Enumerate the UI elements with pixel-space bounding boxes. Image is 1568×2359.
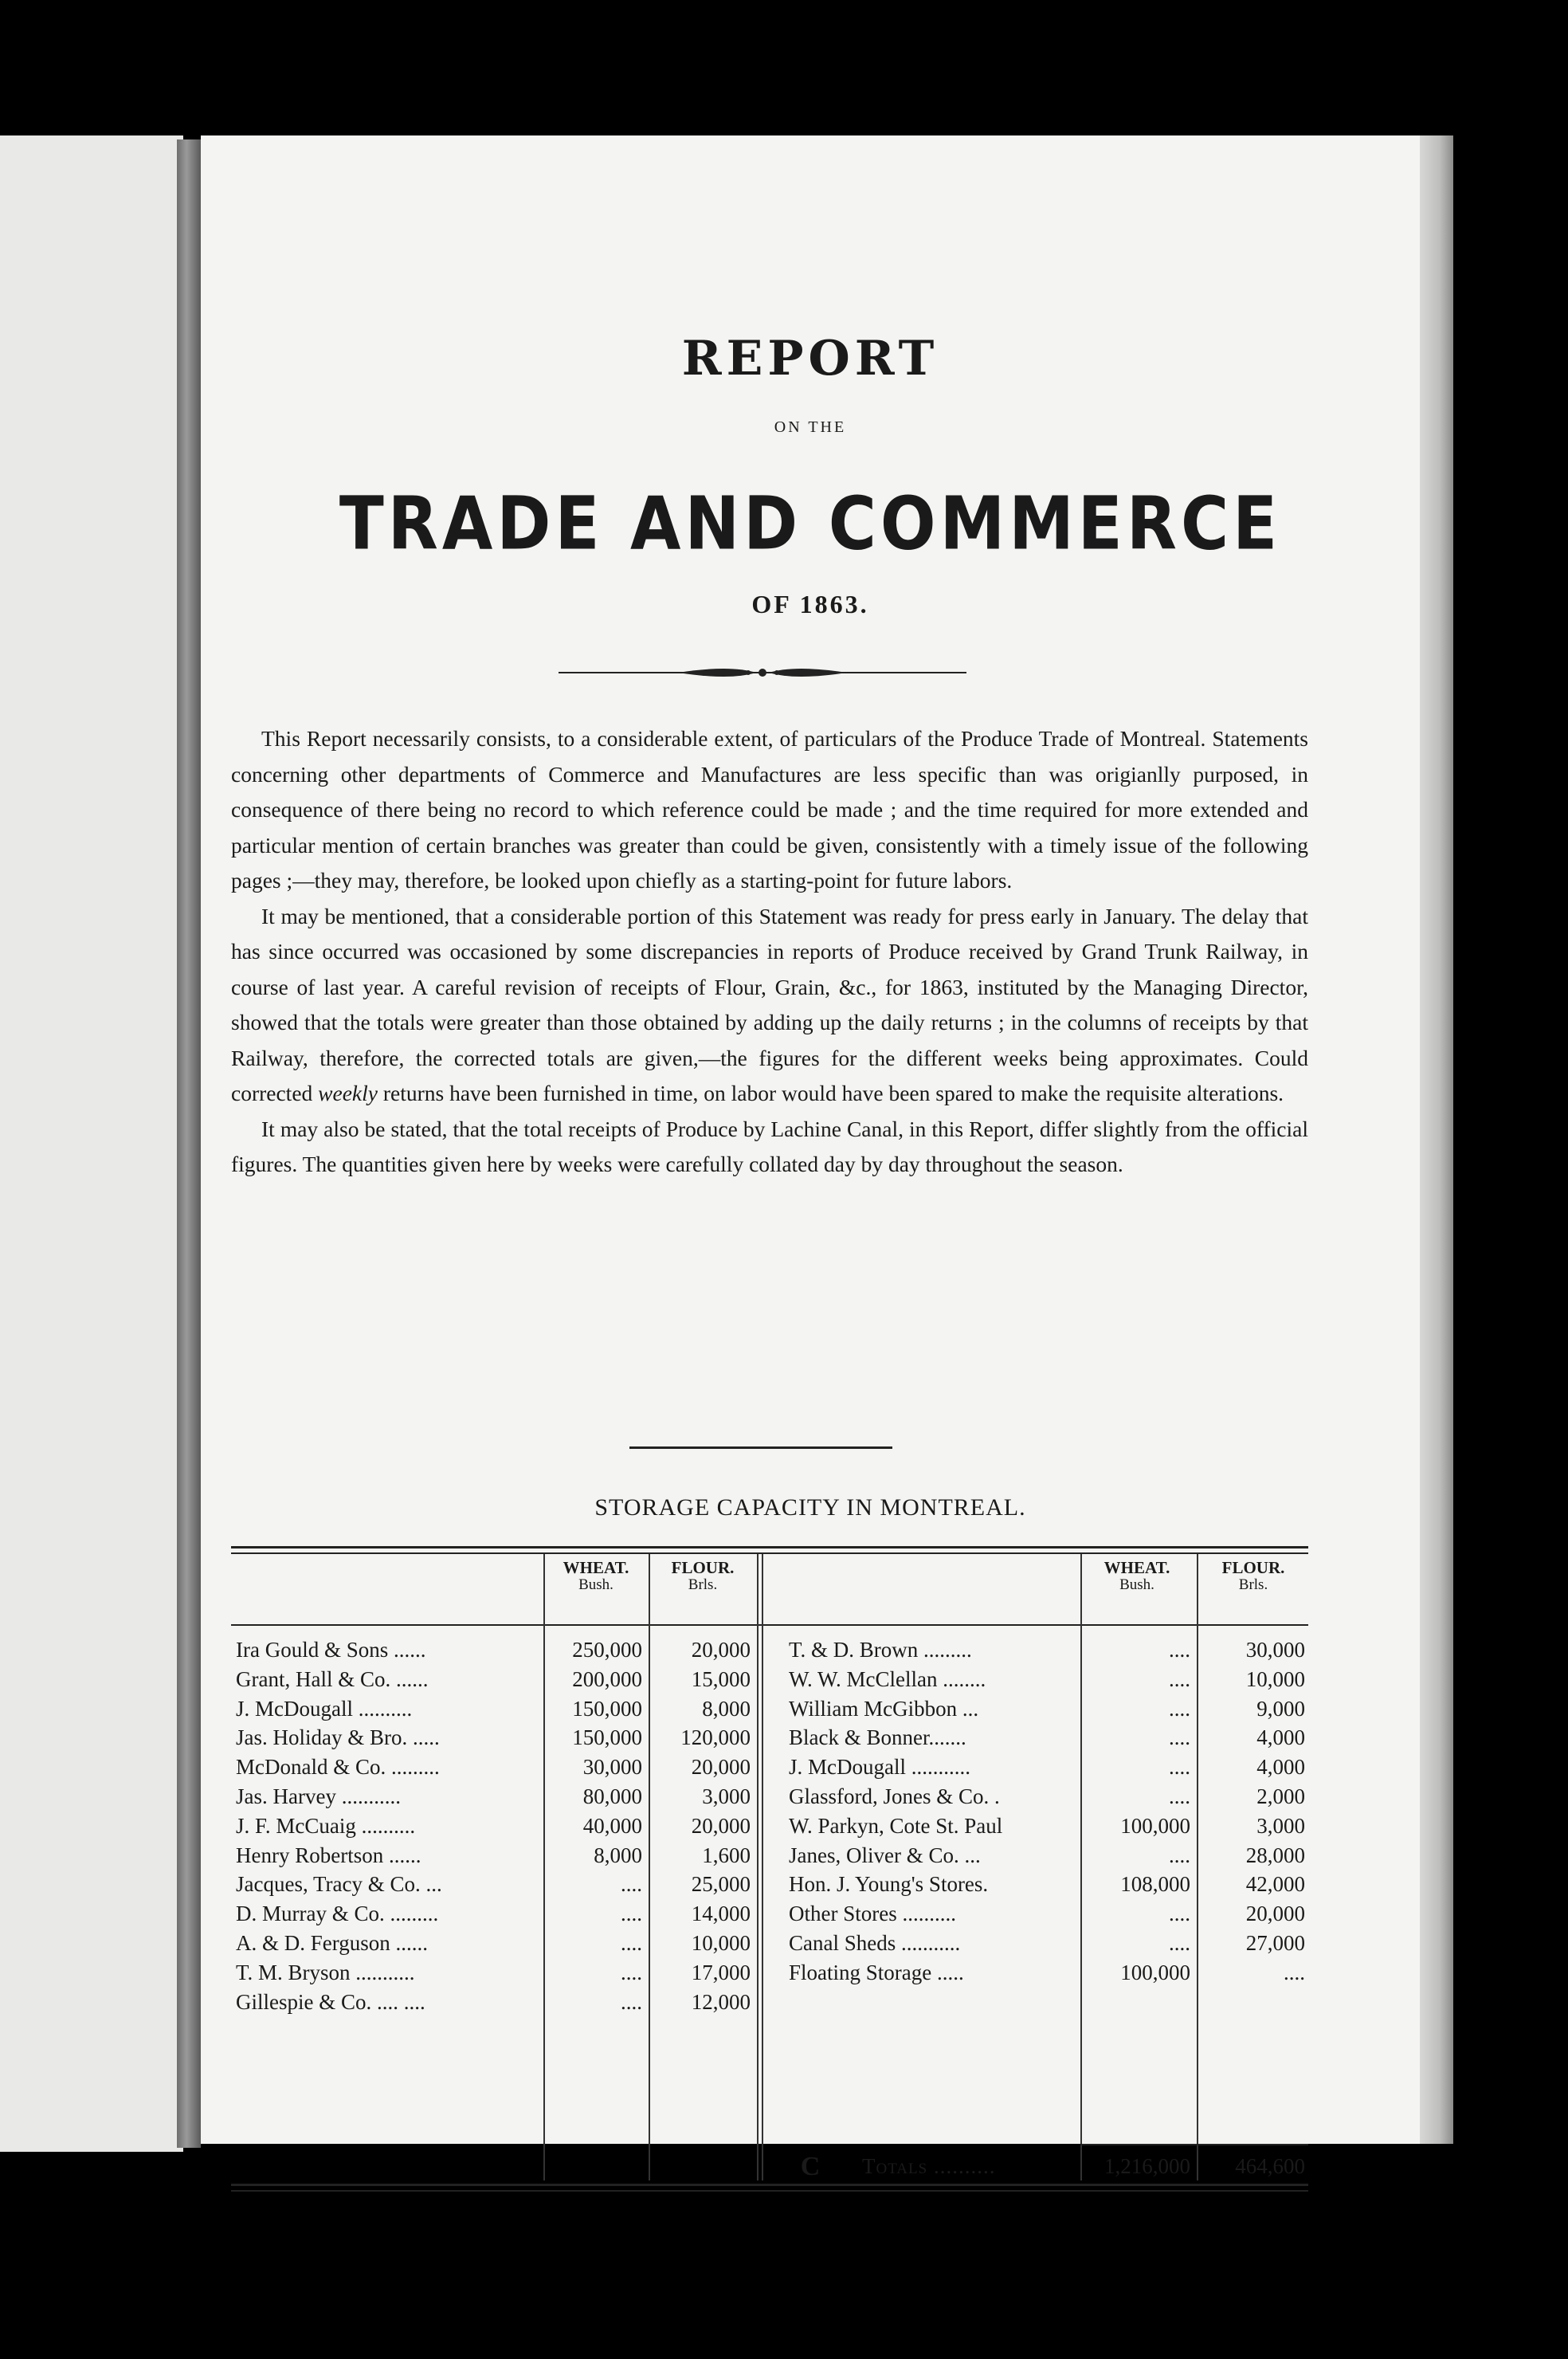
header-wheat-right: WHEAT. Bush. [1103,1558,1170,1593]
firm-name: J. McDougall ........... [789,1755,970,1780]
paragraph: It may also be stated, that the total receipts of Produce by Lachine Canal, in this Report, differ slightly from the official figures. The quantities given here by weeks were carefully collated day by day throughout the season. [231,1116,1308,1176]
firm-name: Jas. Holiday & Bro. ..... [236,1725,440,1750]
flour-value: 20,000 [1245,1902,1305,1926]
totals-rule [1080,2144,1308,2145]
table-row [201,1753,1420,1781]
firm-name: T. M. Bryson ........... [236,1960,415,1984]
table-row [201,1929,1420,1957]
table-title: STORAGE CAPACITY IN MONTREAL. [594,1494,1026,1521]
wheat-value: .... [1169,1902,1190,1926]
firm-name: T. & D. Brown ......... [789,1638,972,1662]
wheat-value: .... [1169,1666,1190,1691]
firm-name: Jacques, Tracy & Co. ... [236,1872,442,1897]
flour-value: .... [1284,1960,1305,1984]
ornamental-rule [559,663,966,682]
book-spine [177,139,201,2148]
wheat-value: 30,000 [582,1755,642,1780]
table-row [201,1841,1420,1870]
table-row [201,1723,1420,1752]
wheat-value: .... [621,1960,642,1984]
section-divider [629,1446,892,1449]
table-top-rule [231,1546,1308,1548]
firm-name: Ira Gould & Sons ...... [236,1638,426,1662]
firm-name: Hon. J. Young's Stores. [789,1872,989,1897]
wheat-value: 250,000 [572,1638,642,1662]
report-page [201,135,1420,2181]
wheat-value: .... [1169,1638,1190,1662]
flour-value: 2,000 [1256,1784,1305,1808]
flour-value: 20,000 [691,1755,751,1780]
firm-name: Janes, Oliver & Co. ... [789,1843,981,1867]
flour-value: 17,000 [691,1960,751,1984]
report-heading: REPORT [681,331,939,387]
header-wheat-left: WHEAT. Bush. [563,1558,629,1593]
wheat-value: 80,000 [582,1784,642,1808]
totals-flour: 464,600 [1235,2154,1305,2178]
flour-value: 20,000 [691,1813,751,1838]
paragraph: It may be mentioned, that a considerable portion of this Statement was ready for press early in January. The delay that has since occurred was occasioned by some discrepancies in reports of Produce received by Grand Trunk Railway, in course of last year. A careful revision of receipts of Flour, Grain, &c., for 1863, instituted by the Managing Director, showed that the totals were greater than those obtained by adding up the daily returns ; in the columns of receipts by that Railway, therefore, the corrected totals are given,—the figures for the different weeks being approximates. Could corrected weekly returns have been furnished in time, on labor would have been spared to make the requisite alterations. [231,903,1308,1105]
flour-value: 9,000 [1256,1696,1305,1721]
wheat-value: 8,000 [594,1843,642,1867]
flour-value: 20,000 [691,1638,751,1662]
flour-value: 14,000 [691,1902,751,1926]
firm-name: Canal Sheds ........... [789,1931,961,1955]
table-row [201,1694,1420,1723]
firm-name: J. F. McCuaig .......... [236,1813,416,1838]
wheat-value: .... [1169,1931,1190,1955]
table-bottom-rule-inner [231,2190,1308,2192]
firm-name: Henry Robertson ...... [236,1843,421,1867]
flour-value: 30,000 [1245,1638,1305,1662]
firm-name: Jas. Harvey ........... [236,1784,401,1808]
flour-value: 28,000 [1245,1843,1305,1867]
flour-value: 27,000 [1245,1931,1305,1955]
main-title: TRADE AND COMMERCE [339,481,1282,567]
flour-value: 42,000 [1245,1872,1305,1897]
firm-name: Floating Storage ..... [789,1960,964,1984]
wheat-value: 108,000 [1120,1872,1190,1897]
wheat-value: .... [1169,1725,1190,1750]
wheat-value: 100,000 [1120,1960,1190,1984]
table-row [201,1870,1420,1898]
table-row [201,1958,1420,1987]
wheat-value: .... [1169,1843,1190,1867]
table-row [201,1899,1420,1928]
wheat-value: 100,000 [1120,1813,1190,1838]
table-row [201,1635,1420,1664]
flour-value: 3,000 [1256,1813,1305,1838]
firm-name: D. Murray & Co. ......... [236,1902,439,1926]
flour-value: 10,000 [1245,1666,1305,1691]
firm-name: W. W. McClellan ........ [789,1666,986,1691]
firm-name: J. McDougall .......... [236,1696,413,1721]
flour-value: 25,000 [691,1872,751,1897]
flour-value: 8,000 [702,1696,751,1721]
header-rule [231,1624,1308,1626]
paragraph: This Report necessarily consists, to a considerable extent, of particulars of the Produce Trade of Montreal. Statements concerning other departments of Commerce and Manufactures are less specific than was origianlly purposed, in consequence of there being no record to which reference could be made ; and the time required for more extended and particular mention of certain branches was greater than could be given, consistently with a timely issue of the following pages ;—they may, therefore, be looked upon chiefly as a starting-point for future labors. [231,726,1308,893]
table-row [201,1988,1420,2016]
flour-value: 3,000 [702,1784,751,1808]
totals-label: Totals .......... [862,2154,996,2178]
firm-name: A. & D. Ferguson ...... [236,1931,429,1955]
storage-table [201,1546,1420,2184]
table-top-rule-inner [231,1552,1308,1554]
wheat-value: .... [621,1931,642,1955]
wheat-value: .... [1169,1784,1190,1808]
page-edge [1420,135,1453,2144]
table-row [201,1811,1420,1840]
wheat-value: 150,000 [572,1696,642,1721]
on-the-line: ON THE [774,418,847,436]
year-line: OF 1863. [751,590,869,618]
wheat-value: .... [1169,1696,1190,1721]
wheat-value: .... [621,1989,642,2014]
header-flour-right: FLOUR. Brls. [1221,1558,1285,1593]
table-bottom-rule [231,2184,1308,2186]
firm-name: Black & Bonner....... [789,1725,966,1750]
flour-value: 4,000 [1256,1755,1305,1780]
firm-name: Gillespie & Co. .... .... [236,1989,425,2014]
signature-mark: C [800,2152,821,2181]
table-row [201,1782,1420,1811]
wheat-value: 150,000 [572,1725,642,1750]
firm-name: Other Stores .......... [789,1902,956,1926]
wheat-value: .... [621,1902,642,1926]
previous-page-strip [0,135,183,2152]
body-text [231,721,1308,1183]
firm-name: Glassford, Jones & Co. . [789,1784,1000,1808]
firm-name: McDonald & Co. ......... [236,1755,440,1780]
flour-value: 15,000 [691,1666,751,1691]
totals-wheat: 1,216,000 [1104,2154,1190,2178]
wheat-value: 40,000 [582,1813,642,1838]
firm-name: William McGibbon ... [789,1696,979,1721]
flour-value: 1,600 [702,1843,751,1867]
wheat-value: .... [1169,1755,1190,1780]
wheat-value: 200,000 [572,1666,642,1691]
flour-value: 120,000 [680,1725,751,1750]
flour-value: 10,000 [691,1931,751,1955]
firm-name: W. Parkyn, Cote St. Paul [789,1813,1003,1838]
flour-value: 12,000 [691,1989,751,2014]
flour-value: 4,000 [1256,1725,1305,1750]
wheat-value: .... [621,1872,642,1897]
table-row [201,1665,1420,1694]
firm-name: Grant, Hall & Co. ...... [236,1666,429,1691]
header-flour-left: FLOUR. Brls. [671,1558,735,1593]
